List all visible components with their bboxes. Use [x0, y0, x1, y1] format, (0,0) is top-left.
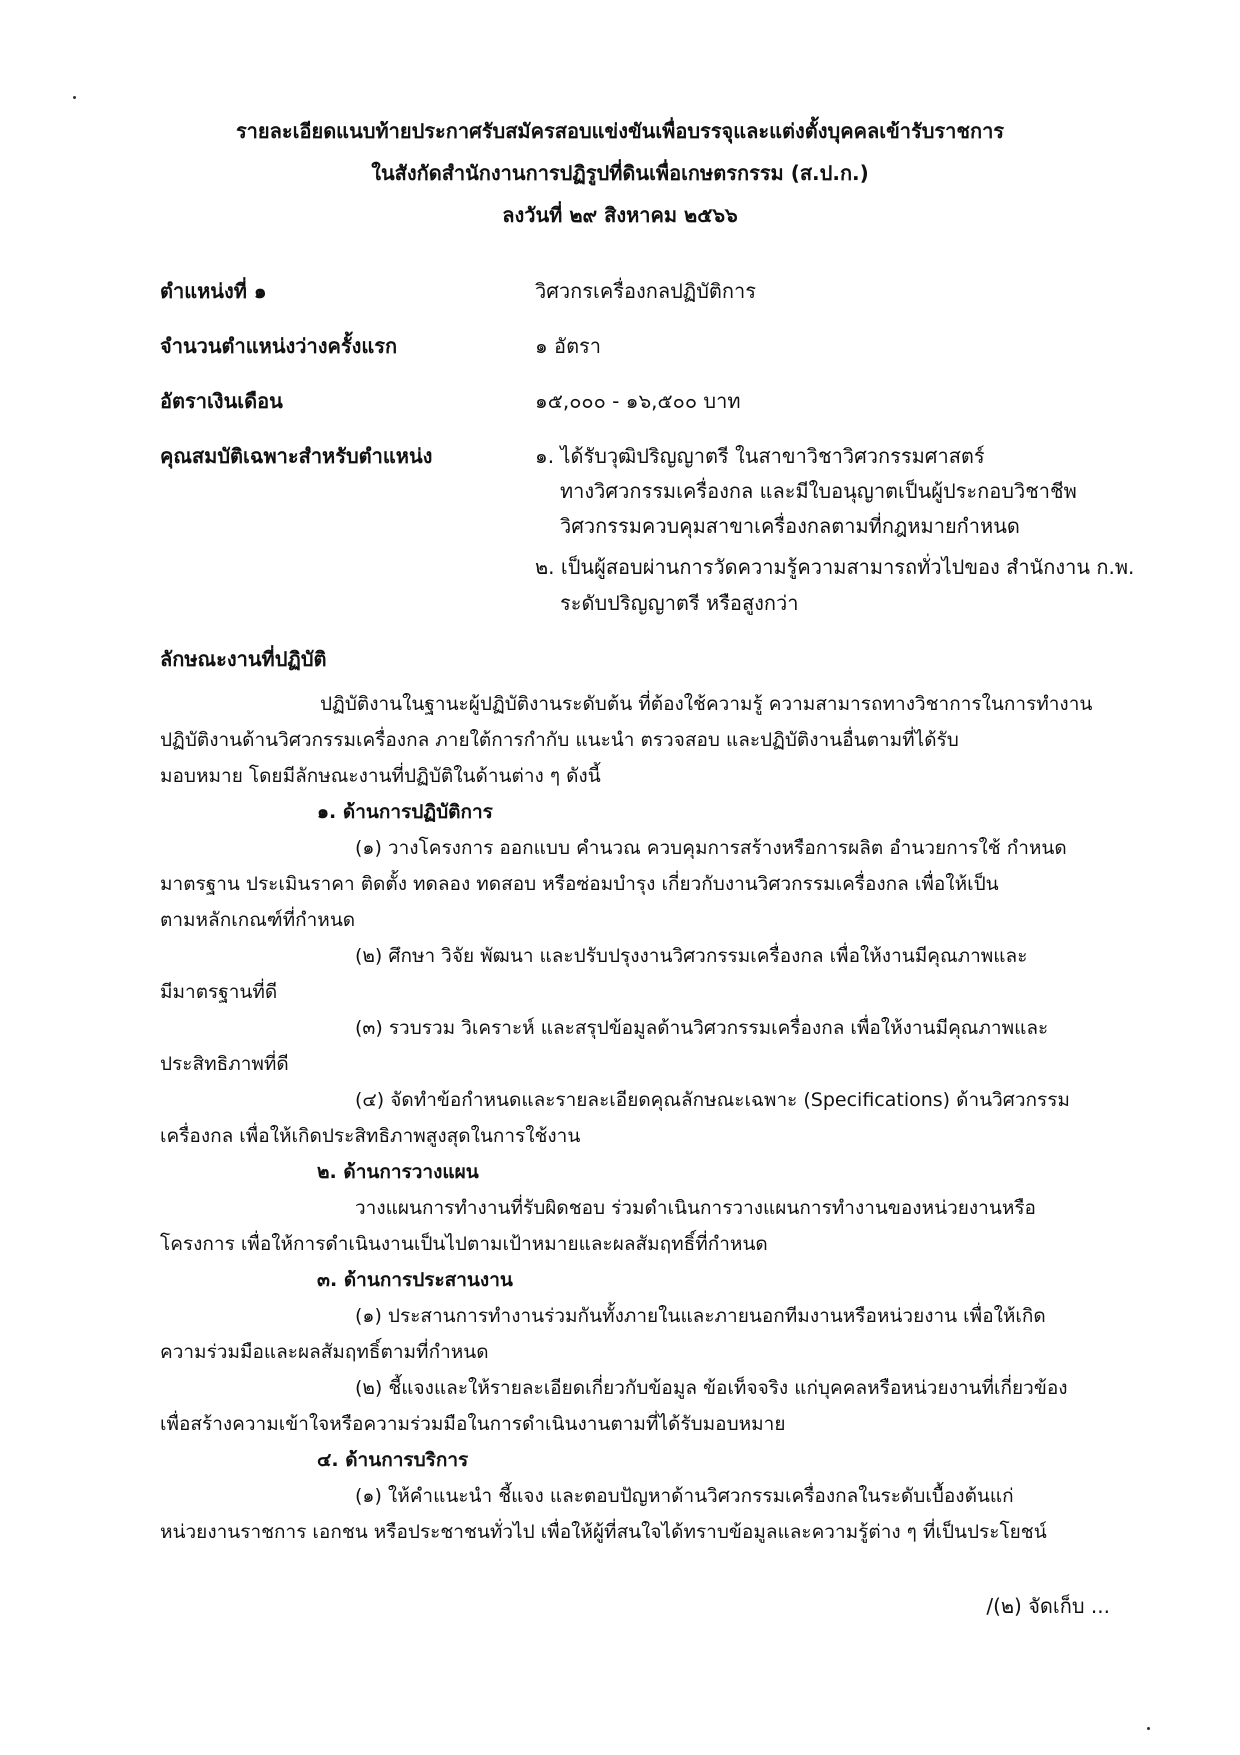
paragraph-line: ปฏิบัติงานในฐานะผู้ปฏิบัติงานระดับต้น ที่ต้องใช้ความรู้ ความสามารถทางวิชาการในการทำงาน [320, 693, 1093, 715]
vacancy-label: จำนวนตำแหน่งว่างครั้งแรก [160, 334, 398, 358]
subsection-heading: ๑. ด้านการปฏิบัติการ [317, 801, 493, 823]
qualification-item-1-cont: วิศวกรรมควบคุมสาขาเครื่องกลตามที่กฎหมายกำหนด [560, 514, 1020, 538]
qualification-item-2-cont: ระดับปริญญาตรี หรือสูงกว่า [560, 591, 799, 615]
paragraph-line: เพื่อสร้างความเข้าใจหรือความร่วมมือในการดำเนินงานตามที่ได้รับมอบหมาย [160, 1413, 786, 1435]
paragraph-line: มอบหมาย โดยมีลักษณะงานที่ปฏิบัติในด้านต่าง ๆ ดังนี้ [160, 765, 601, 787]
paragraph-line: (๒) ศึกษา วิจัย พัฒนา และปรับปรุงงานวิศวกรรมเครื่องกล เพื่อให้งานมีคุณภาพและ [355, 945, 1028, 967]
qualification-item-2: ๒. เป็นผู้สอบผ่านการวัดความรู้ความสามารถทั่วไปของ สำนักงาน ก.พ. [535, 555, 1135, 579]
qualification-label: คุณสมบัติเฉพาะสำหรับตำแหน่ง [160, 444, 433, 468]
subsection-heading: ๒. ด้านการวางแผน [317, 1161, 479, 1183]
vacancy-value: ๑ อัตรา [535, 334, 602, 358]
paragraph-line: หน่วยงานราชการ เอกชน หรือประชาชนทั่วไป เพื่อให้ผู้ที่สนใจได้ทราบข้อมูลและความรู้ต่าง ๆ ที่เป็นประโยชน์ [160, 1521, 1047, 1543]
paragraph-line: ตามหลักเกณฑ์ที่กำหนด [160, 909, 356, 931]
subsection-heading: ๔. ด้านการบริการ [317, 1449, 469, 1471]
salary-value: ๑๕,๐๐๐ - ๑๖,๕๐๐ บาท [535, 389, 741, 413]
scan-speck [73, 96, 76, 99]
job-section-title: ลักษณะงานที่ปฏิบัติ [160, 647, 327, 671]
paragraph-line: ประสิทธิภาพที่ดี [160, 1053, 289, 1075]
paragraph-line: (๑) วางโครงการ ออกแบบ คำนวณ ควบคุมการสร้างหรือการผลิต อำนวยการใช้ กำหนด [355, 837, 1067, 859]
qualification-item-1: ๑. ได้รับวุฒิปริญญาตรี ในสาขาวิชาวิศวกรรมศาสตร์ [535, 444, 985, 468]
scan-speck [1147, 1727, 1150, 1730]
paragraph-line: ปฏิบัติงานด้านวิศวกรรมเครื่องกล ภายใต้การกำกับ แนะนำ ตรวจสอบ และปฏิบัติงานอื่นตามที่ได้รับ [160, 729, 959, 751]
qualification-item-1-cont: ทางวิศวกรรมเครื่องกล และมีใบอนุญาตเป็นผู้ประกอบวิชาชีพ [560, 479, 1077, 503]
paragraph-line: (๒) ชี้แจงและให้รายละเอียดเกี่ยวกับข้อมูล ข้อเท็จจริง แก่บุคคลหรือหน่วยงานที่เกี่ยวข้อง [355, 1377, 1068, 1399]
paragraph-line: (๑) ให้คำแนะนำ ชี้แจง และตอบปัญหาด้านวิศวกรรมเครื่องกลในระดับเบื้องต้นแก่ [355, 1485, 1014, 1507]
position-label: ตำแหน่งที่ ๑ [160, 279, 267, 303]
paragraph-line: (๔) จัดทำข้อกำหนดและรายละเอียดคุณลักษณะเฉพาะ (Specifications) ด้านวิศวกรรม [355, 1089, 1070, 1111]
header-line-1: รายละเอียดแนบท้ายประกาศรับสมัครสอบแข่งขันเพื่อบรรจุและแต่งตั้งบุคคลเข้ารับราชการ [235, 119, 1005, 143]
page-continuation-note: /(๒) จัดเก็บ ... [986, 1594, 1110, 1618]
subsection-heading: ๓. ด้านการประสานงาน [317, 1269, 513, 1291]
paragraph-line: มีมาตรฐานที่ดี [160, 981, 278, 1003]
paragraph-line: มาตรฐาน ประเมินราคา ติดตั้ง ทดลอง ทดสอบ หรือซ่อมบำรุง เกี่ยวกับงานวิศวกรรมเครื่องกล เพื่อให้เป็น [160, 873, 999, 895]
position-value: วิศวกรเครื่องกลปฏิบัติการ [535, 279, 756, 303]
paragraph-line: (๓) รวบรวม วิเคราะห์ และสรุปข้อมูลด้านวิศวกรรมเครื่องกล เพื่อให้งานมีคุณภาพและ [355, 1017, 1049, 1039]
job-section-body [160, 686, 1104, 1550]
header-date-line: ลงวันที่ ๒๙ สิงหาคม ๒๕๖๖ [502, 203, 738, 227]
salary-label: อัตราเงินเดือน [160, 389, 283, 413]
paragraph-line: เครื่องกล เพื่อให้เกิดประสิทธิภาพสูงสุดในการใช้งาน [160, 1125, 581, 1147]
header-line-2: ในสังกัดสำนักงานการปฏิรูปที่ดินเพื่อเกษตรกรรม (ส.ป.ก.) [371, 161, 869, 185]
paragraph-line: (๑) ประสานการทำงานร่วมกันทั้งภายในและภายนอกทีมงานหรือหน่วยงาน เพื่อให้เกิด [355, 1305, 1046, 1327]
paragraph-line: วางแผนการทำงานที่รับผิดชอบ ร่วมดำเนินการวางแผนการทำงานของหน่วยงานหรือ [355, 1197, 1036, 1219]
paragraph-line: ความร่วมมือและผลสัมฤทธิ์ตามที่กำหนด [160, 1341, 489, 1363]
paragraph-line: โครงการ เพื่อให้การดำเนินงานเป็นไปตามเป้าหมายและผลสัมฤทธิ์ที่กำหนด [160, 1233, 768, 1255]
